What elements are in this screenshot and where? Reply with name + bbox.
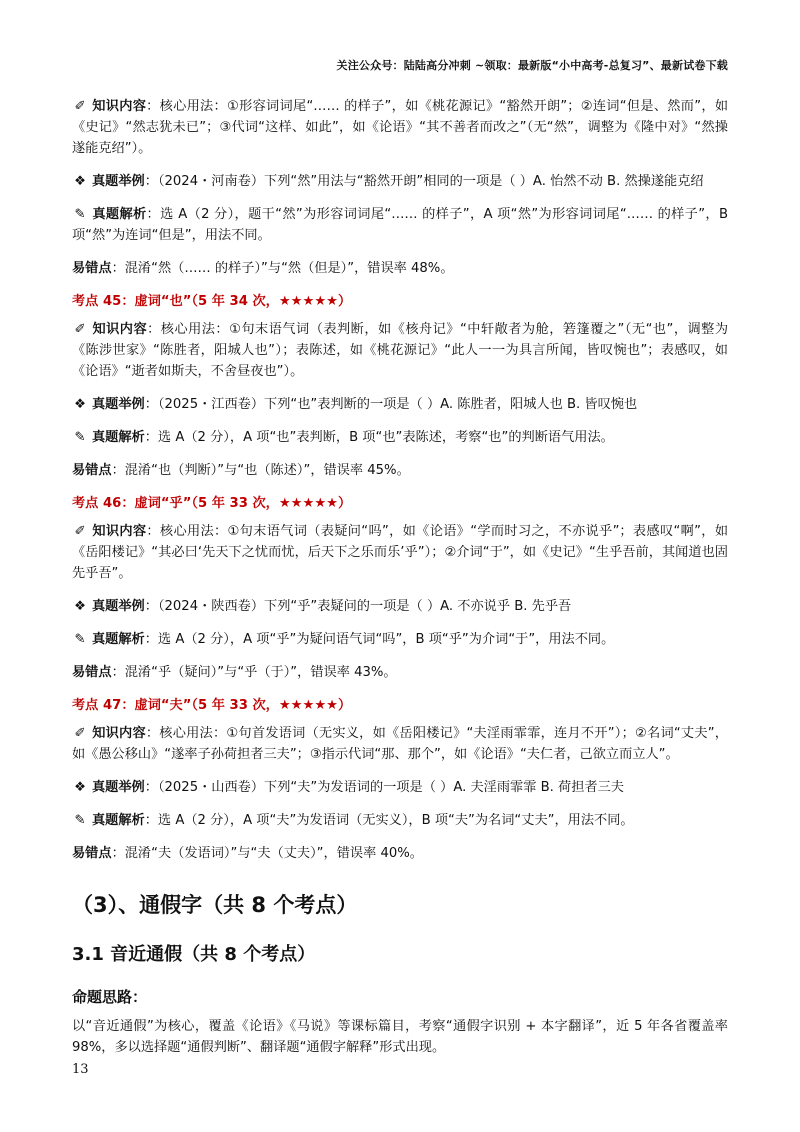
analysis-paragraph (72, 810, 728, 831)
knowledge-text: ：核心用法：①句首发语词（无实义，如《岳阳楼记》“夫淫雨霏霏，连月不开”）；②名词“丈夫”，如《愚公移山》“遂率子孙荷担者三夫”；③指示代词“那、那个”，如《论语》“夫仁者，己欲立而立人”。 (72, 726, 728, 762)
writing-hand-icon: ✎ (74, 632, 86, 647)
error-paragraph (72, 843, 728, 864)
example-text: ：（2025・山西卷）下列“夫”为发语词的一项是（ ）A. 夫淫雨霏霏 B. 荷担者三夫 (144, 780, 624, 795)
error-label: 易错点 (72, 463, 112, 478)
page-header: 关注公众号：陆陆高分冲刺 ~领取：最新版“小中高考-总复习”、最新试卷下载 (336, 59, 728, 72)
example-paragraph (72, 596, 728, 617)
error-text: ：混淆“乎（疑问）”与“乎（于）”，错误率 43%。 (111, 665, 397, 680)
example-text: ：（2025・江西卷）下列“也”表判断的一项是（ ）A. 陈胜者，阳城人也 B. 皆叹惋也 (144, 397, 638, 412)
subsection-heading: 3.1 音近通假（共 8 个考点） (72, 944, 316, 965)
pencil-icon: ✐ (74, 726, 86, 741)
analysis-text: ：选 A（2 分），A 项“夫”为发语词（无实义），B 项“夫”为名词“丈夫”，用法不同。 (144, 813, 634, 828)
error-text: ：混淆“也（判断）”与“也（陈述）”，错误率 45%。 (111, 463, 410, 478)
example-label: 真题举例 (92, 780, 145, 795)
example-label: 真题举例 (92, 397, 145, 412)
knowledge-text: ：核心用法：①句末语气词（表判断，如《核舟记》“中轩敞者为舱，箬篷覆之”（无“也”，调整为《陈涉世家》“陈胜者，阳城人也”）；表陈述，如《桃花源记》“此人一一为具言所闻，皆叹惋也”；表感叹，如《论语》“逝者如斯夫，不舍昼夜也”）。 (72, 322, 729, 379)
diamond-bullet-icon: ❖ (74, 780, 86, 795)
pencil-icon: ✐ (74, 322, 86, 337)
example-text: ：（2024・河南卷）下列“然”用法与“豁然开朗”相同的一项是（ ）A. 怡然不动 B. 然操遂能克绍 (144, 174, 704, 189)
knowledge-label: 知识内容 (92, 99, 147, 114)
example-paragraph (72, 171, 728, 192)
knowledge-label: 知识内容 (92, 726, 146, 741)
analysis-paragraph (72, 427, 728, 448)
analysis-paragraph (72, 204, 728, 246)
error-paragraph (72, 662, 728, 683)
diamond-bullet-icon: ❖ (74, 174, 86, 189)
pencil-icon: ✐ (74, 524, 86, 539)
knowledge-paragraph (72, 319, 728, 382)
kaodian-title: 考点 47：虚词“夫”（5 年 33 次，★★★★★） (72, 698, 352, 713)
writing-hand-icon: ✎ (74, 207, 86, 222)
kaodian-title: 考点 46：虚词“乎”（5 年 33 次，★★★★★） (72, 496, 352, 511)
analysis-text: ：选 A（2 分），A 项“乎”为疑问语气词“吗”，B 项“乎”为介词“于”，用法不同。 (144, 632, 615, 647)
example-paragraph (72, 394, 728, 415)
knowledge-paragraph (72, 723, 728, 765)
analysis-paragraph (72, 629, 728, 650)
analysis-label: 真题解析 (92, 813, 145, 828)
error-text: ：混淆“夫（发语词）”与“夫（丈夫）”，错误率 40%。 (111, 846, 423, 861)
error-label: 易错点 (72, 261, 112, 276)
knowledge-label: 知识内容 (92, 524, 147, 539)
proposition-heading: 命题思路： (72, 988, 148, 1006)
kaodian-title: 考点 45：虚词“也”（5 年 34 次，★★★★★） (72, 294, 352, 309)
knowledge-label: 知识内容 (92, 322, 148, 337)
knowledge-paragraph (72, 96, 728, 159)
knowledge-text: ：核心用法：①句末语气词（表疑问“吗”，如《论语》“学而时习之，不亦说乎”；表感叹“啊”，如《岳阳楼记》“其必曰‘先天下之忧而忧，后天下之乐而乐’乎”）；②介词“于”，如《史记》“生乎吾前，其闻道也固先乎吾”。 (72, 524, 729, 581)
knowledge-paragraph (72, 521, 728, 584)
pencil-icon: ✐ (74, 99, 86, 114)
example-label: 真题举例 (92, 599, 145, 614)
writing-hand-icon: ✎ (74, 430, 86, 445)
error-paragraph (72, 460, 728, 481)
writing-hand-icon: ✎ (74, 813, 86, 828)
error-label: 易错点 (72, 665, 112, 680)
analysis-label: 真题解析 (92, 207, 147, 222)
error-text: ：混淆“然（…… 的样子）”与“然（但是）”，错误率 48%。 (111, 261, 454, 276)
proposition-body: 以“音近通假”为核心，覆盖《论语》《马说》等课标篇目，考察“通假字识别 + 本字翻译”，近 5 年各省覆盖率 98%，多以选择题“通假判断”、翻译题“通假字解释”形式出现。 (72, 1019, 728, 1055)
error-label: 易错点 (72, 846, 112, 861)
diamond-bullet-icon: ❖ (74, 397, 86, 412)
knowledge-text: ：核心用法：①形容词词尾“…… 的样子”，如《桃花源记》“豁然开朗”；②连词“但是、然而”，如《史记》“然志犹未已”；③代词“这样、如此”，如《论语》“其不善者而改之”（无“然”，调整为《隆中对》“然操遂能克绍”）。 (72, 99, 729, 156)
diamond-bullet-icon: ❖ (74, 599, 86, 614)
analysis-label: 真题解析 (92, 430, 145, 445)
error-paragraph (72, 258, 728, 279)
analysis-label: 真题解析 (92, 632, 145, 647)
example-label: 真题举例 (92, 174, 145, 189)
analysis-text: ：选 A（2 分），题干“然”为形容词词尾“…… 的样子”，A 项“然”为形容词词尾“…… 的样子”，B 项“然”为连词“但是”，用法不同。 (72, 207, 728, 243)
example-paragraph (72, 777, 728, 798)
example-text: ：（2024・陕西卷）下列“乎”表疑问的一项是（ ）A. 不亦说乎 B. 先乎吾 (144, 599, 572, 614)
page-content (72, 96, 728, 1070)
analysis-text: ：选 A（2 分），A 项“也”表判断，B 项“也”表陈述，考察“也”的判断语气用法。 (144, 430, 614, 445)
page-number: 13 (72, 1062, 89, 1077)
section-heading: （3）、通假字（共 8 个考点） (72, 893, 358, 917)
